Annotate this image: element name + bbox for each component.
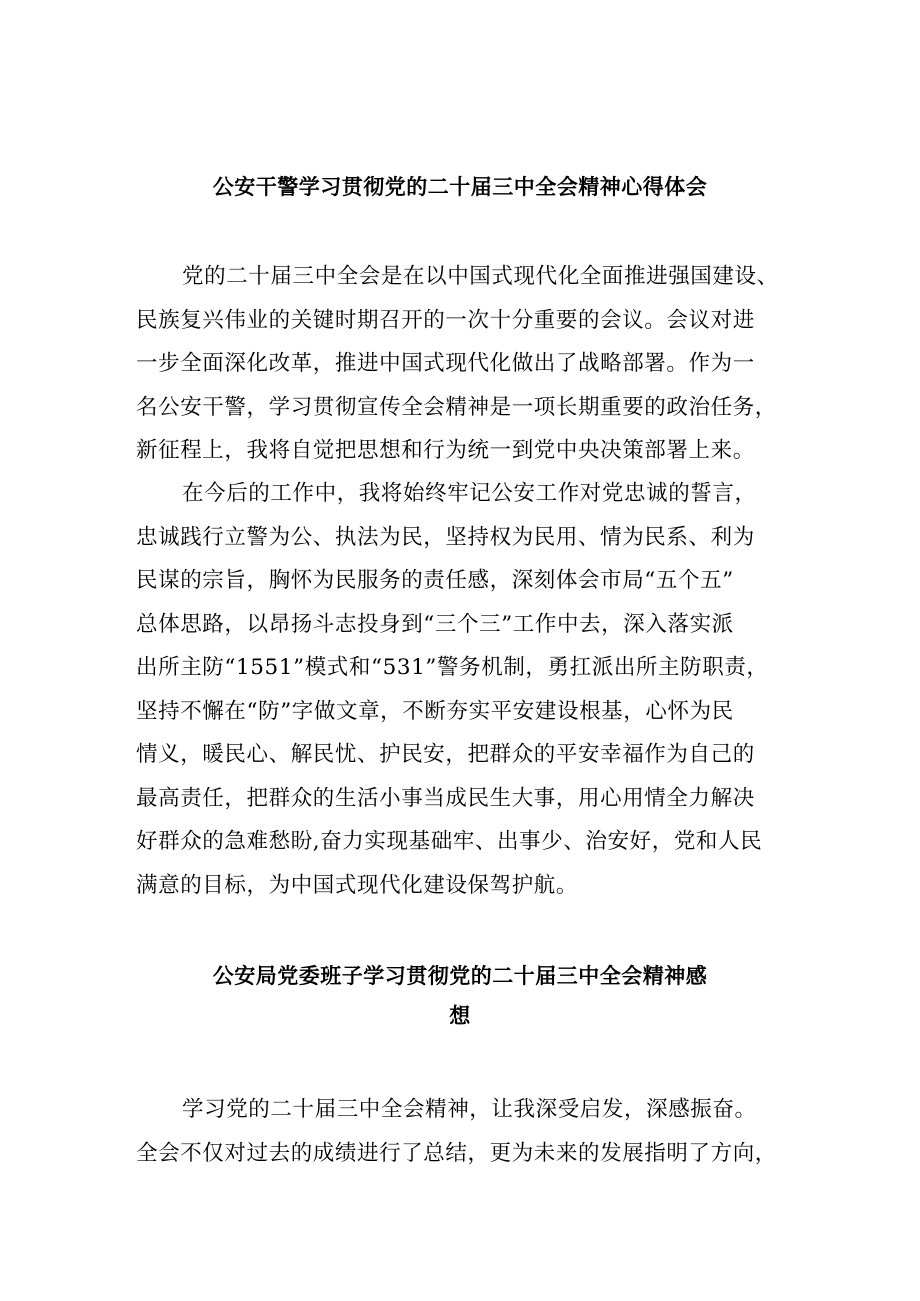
paragraph-line: 一步全面深化改革，推进中国式现代化做出了战略部署。作为一 — [136, 351, 755, 376]
paragraph-line: 好群众的急难愁盼,奋力实现基础牢、出事少、治安好，党和人民 — [136, 829, 763, 854]
paragraph-line: 民谋的宗旨，胸怀为民服务的责任感，深刻体会市局“五个五” — [136, 568, 734, 593]
paragraph-line: 在今后的工作中，我将始终牢记公安工作对党忠诚的誓言， — [182, 481, 757, 506]
paragraph-2 — [136, 472, 796, 907]
title-2-line-2: 想 — [449, 1004, 471, 1028]
paragraph-line: 党的二十届三中全会是在以中国式现代化全面推进强国建设、 — [182, 264, 779, 289]
paragraph-3 — [136, 1088, 796, 1175]
document-title-1: 公安干警学习贯彻党的二十届三中全会精神心得体会 — [212, 175, 708, 199]
paragraph-line: 新征程上，我将自觉把思想和行为统一到党中央决策部署上来。 — [136, 438, 755, 463]
paragraph-line: 名公安干警，学习贯彻宣传全会精神是一项长期重要的政治任务， — [136, 394, 777, 420]
paragraph-line: 坚持不懈在“防”字做文章，不断夯实平安建设根基，心怀为民 — [136, 698, 734, 724]
paragraph-line: 情义，暖民心、解民忧、护民安，把群众的平安幸福作为自己的 — [136, 742, 755, 767]
document-title-2 — [130, 956, 790, 1036]
paragraph-1 — [136, 255, 796, 473]
paragraph-line: 总体思路，以昂扬斗志投身到“三个三”工作中去，深入落实派 — [136, 611, 734, 637]
paragraph-line: 满意的目标，为中国式现代化建设保驾护航。 — [136, 872, 579, 898]
paragraph-line: 学习党的二十届三中全会精神，让我深受启发，深感振奋。 — [182, 1097, 757, 1122]
paragraph-line: 出所主防“1551”模式和“531”警务机制，勇扛派出所主防职责， — [136, 655, 769, 680]
paragraph-line: 忠诚践行立警为公、执法为民，坚持权为民用、情为民系、利为 — [136, 524, 755, 550]
title-2-line-1: 公安局党委班子学习贯彻党的二十届三中全会精神感 — [212, 964, 708, 988]
paragraph-line: 民族复兴伟业的关键时期召开的一次十分重要的会议。会议对进 — [136, 307, 755, 333]
paragraph-line: 最高责任，把群众的生活小事当成民生大事，用心用情全力解决 — [136, 785, 755, 811]
paragraph-line: 全会不仅对过去的成绩进行了总结，更为未来的发展指明了方向， — [136, 1140, 777, 1166]
